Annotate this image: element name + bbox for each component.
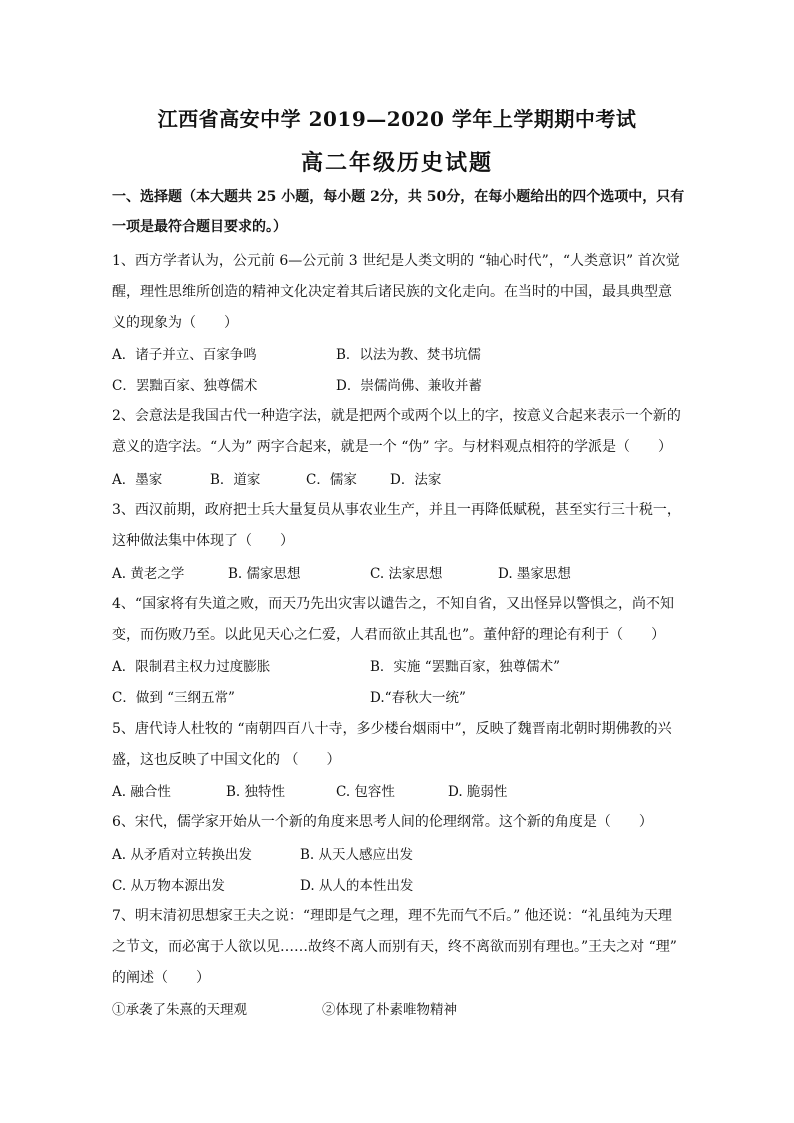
question-4-text-line1: 4、“国家将有失道之败，而天乃先出灾害以谴告之，不知自省，又出怪异以警惧之，尚不知 [112, 596, 675, 612]
question-5-option-c: C. 包容性 [336, 784, 395, 800]
question-6-text-line1: 6、宋代，儒学家开始从一个新的角度来思考人间的伦理纲常。这个新的角度是（ ） [112, 814, 653, 830]
question-4-option-c: C．做到 “三纲五常” [112, 690, 235, 706]
question-2-option-b: B．道家 [210, 472, 261, 488]
question-7-text-line1: 7、明末清初思想家王夫之说：“理即是气之理，理不先而气不后。” 他还说：“礼虽纯为天理 [112, 908, 672, 924]
question-3-option-a: A. 黄老之学 [112, 566, 185, 582]
question-6-option-d: D. 从人的本性出发 [300, 878, 414, 894]
question-3-text-line1: 3、西汉前期，政府把士兵大量复员从事农业生产，并且一再降低赋税，甚至实行三十税一， [112, 502, 681, 518]
question-1-text-line2: 醒，理性思维所创造的精神文化决定着其后诸民族的文化走向。在当时的中国，最具典型意 [112, 284, 672, 300]
question-2-option-d: D．法家 [390, 472, 442, 488]
question-2-text-line2: 意义的造字法。“人为” 两字合起来，就是一个 “伪” 字。与材料观点相符的学派是（ ） [112, 439, 672, 455]
question-5-text-line1: 5、唐代诗人杜牧的 “南朝四百八十寺，多少楼台烟雨中”，反映了魏晋南北朝时期佛教的兴 [112, 721, 672, 737]
question-7-statement-1: ①承袭了朱熹的天理观 [112, 1002, 247, 1018]
question-6-option-c: C. 从万物本源出发 [112, 878, 225, 894]
question-7-statement-2: ②体现了朴素唯物精神 [322, 1002, 457, 1018]
question-1-option-b: B．以法为教、焚书坑儒 [336, 347, 481, 363]
question-2-option-a: A．墨家 [112, 472, 163, 488]
question-4-option-d: D.“春秋大一统” [370, 690, 466, 706]
question-1-option-c: C．罢黜百家、独尊儒术 [112, 378, 258, 394]
question-4-text-line2: 变，而伤败乃至。以此见天心之仁爱，人君而欲止其乱也”。董仲舒的理论有利于（ ） [112, 627, 666, 643]
question-3-text-line2: 这种做法集中体现了（ ） [112, 533, 294, 549]
question-4-option-b: B．实施 “罢黜百家，独尊儒术” [370, 659, 561, 675]
question-3-option-c: C. 法家思想 [370, 566, 443, 582]
question-6-option-a: A. 从矛盾对立转换出发 [112, 847, 252, 863]
question-5-text-line2: 盛，这也反映了中国文化的 （ ） [112, 752, 341, 768]
question-5-option-a: A. 融合性 [112, 784, 171, 800]
question-2-option-c: C．儒家 [306, 472, 357, 488]
section-heading-line1: 一、选择题（本大题共 25 小题，每小题 2分，共 50分，在每小题给出的四个选项中，只有 [112, 189, 685, 205]
exam-subtitle: 高二年级历史试题 [300, 150, 493, 176]
question-6-option-b: B. 从天人感应出发 [300, 847, 414, 863]
question-7-text-line2: 之节文，而必寓于人欲以见……故终不离人而别有天，终不离欲而别有理也。”王夫之对 “理” [112, 939, 677, 955]
question-1-text-line1: 1、西方学者认为，公元前 6—公元前 3 世纪是人类文明的 “轴心时代”，“人类意识” 首次觉 [112, 253, 680, 269]
question-1-option-d: D．崇儒尚佛、兼收并蓄 [336, 378, 482, 394]
question-5-option-b: B. 独特性 [226, 784, 286, 800]
question-4-option-a: A．限制君主权力过度膨胀 [112, 659, 271, 675]
question-5-option-d: D. 脆弱性 [448, 784, 508, 800]
question-2-text-line1: 2、会意法是我国古代一种造字法，就是把两个或两个以上的字，按意义合起来表示一个新的 [112, 408, 681, 424]
question-3-option-d: D. 墨家思想 [498, 566, 571, 582]
exam-title: 江西省高安中学 2019—2020 学年上学期期中考试 [157, 107, 637, 131]
question-1-text-line3: 义的现象为（ ） [112, 315, 238, 331]
question-7-text-line3: 的阐述（ ） [112, 970, 210, 986]
question-3-option-b: B. 儒家思想 [228, 566, 301, 582]
section-heading-line2: 一项是最符合题目要求的。） [112, 219, 287, 235]
question-1-option-a: A．诸子并立、百家争鸣 [112, 347, 257, 363]
